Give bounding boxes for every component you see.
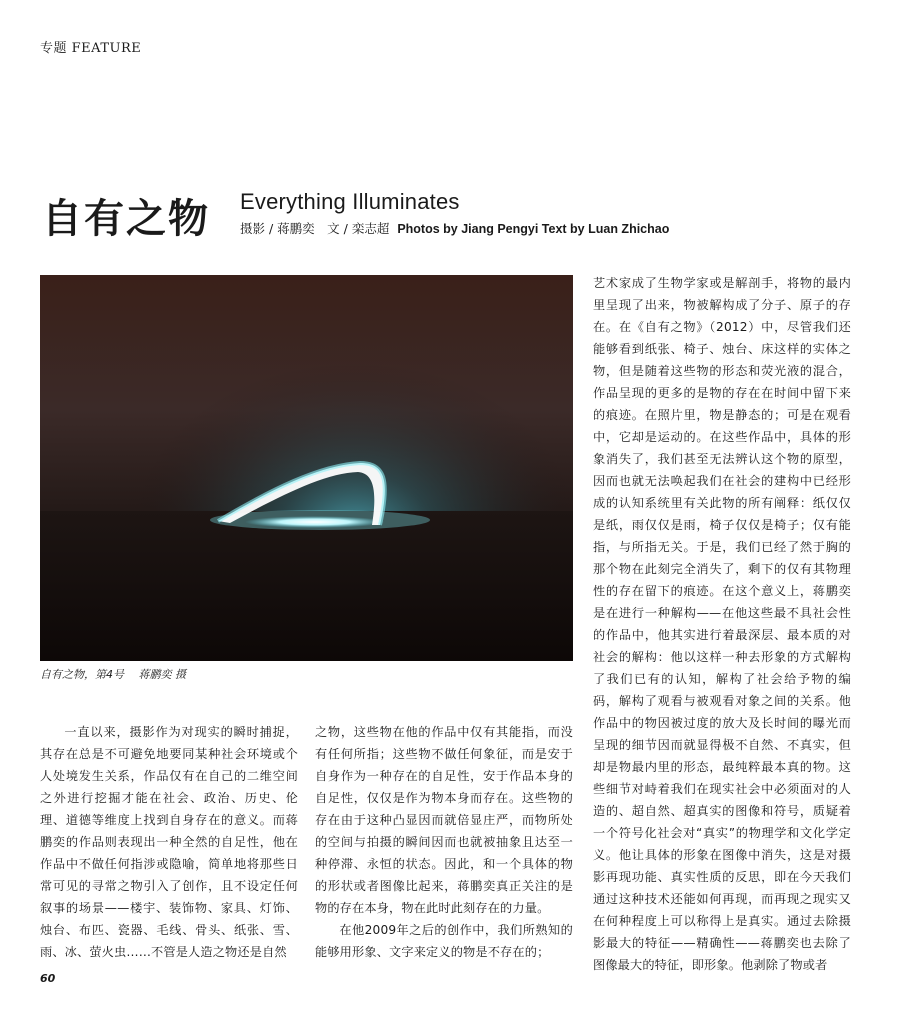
body-column-2: [315, 721, 573, 963]
section-label: 专题 FEATURE: [40, 41, 142, 56]
byline-english: Photos by Jiang Pengyi Text by Luan Zhichao: [397, 222, 670, 236]
body-column-1: [40, 721, 298, 963]
photo-caption: 自有之物，第4号 蒋鹏奕 摄: [40, 668, 186, 681]
illuminated-ribbon-photo: [40, 275, 573, 661]
body-paragraph: 在他2009年之后的创作中，我们所熟知的能够用形象、文字来定义的物是不存在的；: [315, 923, 573, 959]
feature-photo: [40, 275, 573, 661]
article-title-chinese: 自有之物: [42, 196, 210, 242]
byline-chinese: 摄影 / 蒋鹏奕 文 / 栾志超: [240, 221, 390, 236]
body-paragraph: 之物，这些物在他的作品中仅有其能指，而没有任何所指；这些物不做任何象征，而是安于自身作为一种存在的自足性，安于作品本身的自足性，仅仅是作为物本身而存在。这些物的存在由于这种凸显因而就倍显庄严，而物所处的空间与拍摄的瞬间因而也就被抽象且达至一种停滞、永恒的状态。因此，和一个具体的物的形状或者图像比起来，蒋鹏奕真正关注的是物的存在本身，物在此时此刻存在的力量。: [315, 725, 573, 915]
body-paragraph: 一直以来，摄影作为对现实的瞬时捕捉，其存在总是不可避免地要同某种社会环境或个人处境发生关系，作品仅有在自己的二维空间之外进行挖掘才能在社会、政治、历史、伦理、道德等维度上找到自身存在的意义。而蒋鹏奕的作品则表现出一种全然的自足性，他在作品中不做任何指涉或隐喻，简单地将那些日常可见的寻常之物引入了创作，且不设定任何叙事的场景——楼宇、装饰物、家具、灯饰、烛台、布匹、瓷器、毛线、骨头、纸张、雪、雨、冰、萤火虫……不管是人造之物还是自然: [40, 725, 298, 959]
page-number: 60: [40, 972, 56, 985]
body-paragraph: 艺术家成了生物学家或是解剖手，将物的最内里呈现了出来，物被解构成了分子、原子的存在。在《自有之物》（2012）中，尽管我们还能够看到纸张、椅子、烛台、床这样的实体之物，但是随着这些物的形态和荧光液的混合，作品呈现的更多的是物的存在在时间中留下来的痕迹。在照片里，物是静态的；可是在观看中，它却是运动的。在这些作品中，具体的形象消失了，我们甚至无法辨认这个物的原型，因而也就无法唤起我们在社会的建构中已经形成的认知系统里有关此物的所有阐释：纸仅仅是纸，雨仅仅是雨，椅子仅仅是椅子；仅有能指，与所指无关。于是，我们已经了然于胸的那个物在此刻完全消失了，剩下的仅有其物理性的存在留下的痕迹。在这个意义上，蒋鹏奕是在进行一种解构——在他这些最不具社会性的作品中，他其实进行着最深层、最本质的对社会的解构：他以这样一种去形象的方式解构了我们已有的认知，解构了社会给予物的编码，解构了观看与被观看对象之间的关系。他作品中的物因被过度的放大及长时间的曝光而呈现的细节因而就显得极不自然、不真实，但却是物最内里的形态，最纯粹最本真的物。这些细节对峙着我们在现实社会中必须面对的人造的、超自然、超真实的图像和符号，质疑着一个符号化社会对“真实”的物理学和文化学定义。他让具体的形象在图像中消失，这是对摄影再现功能、真实性质的反思，即在今天我们通过这种技术还能如何再现，而再现之现实又在何种程度上可以称得上是真实。通过去除摄影最大的特征——精确性——蒋鹏奕也去除了图像最大的特征，即形象。他剥除了物或者: [593, 276, 851, 972]
article-title-english: Everything Illuminates: [240, 189, 460, 214]
body-column-3: [593, 272, 851, 976]
byline: [240, 219, 669, 237]
